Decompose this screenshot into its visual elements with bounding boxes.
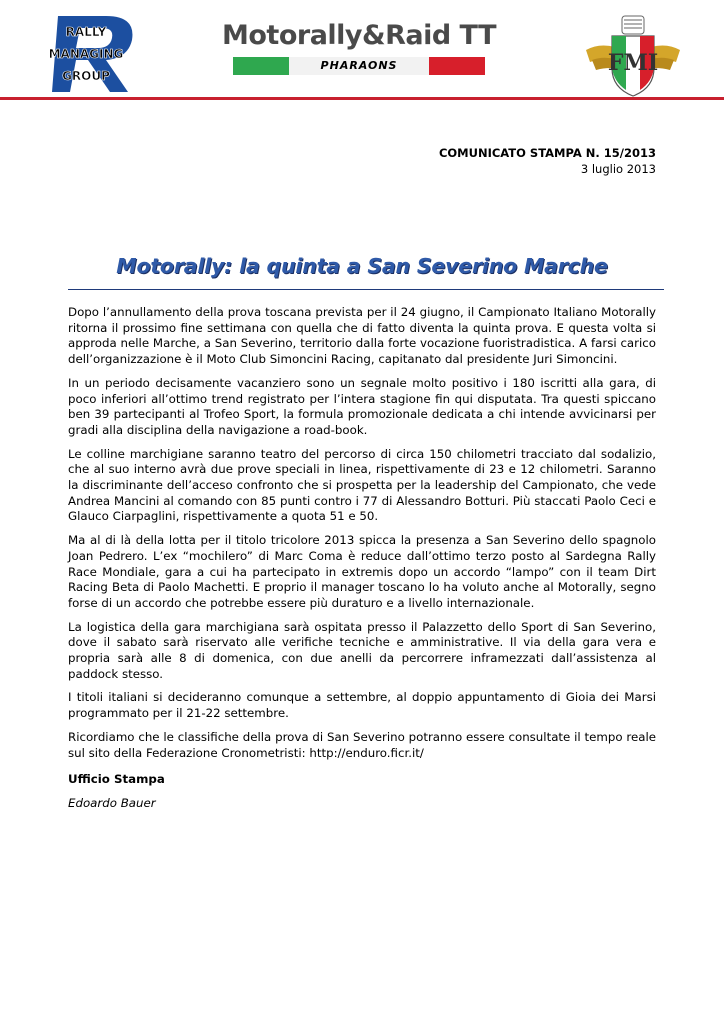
press-release-date: 3 luglio 2013 <box>580 162 656 176</box>
paragraph: I titoli italiani si decideranno comunque a settembre, al doppio appuntamento di Gioia dei Marsi programmato per il 21-22 settembre. <box>68 690 656 721</box>
press-release-number: COMUNICATO STAMPA N. 15/2013 <box>438 146 656 160</box>
paragraph: In un periodo decisamente vacanziero sono un segnale molto positivo i 180 iscritti alla gara, di poco inferiori all’ottimo trend registrato per l’intera stagione fin qui disputata. Tra questi spiccano ben 39 partecipanti al Trofeo Sport, la formula promozionale dedicata a chi intende avvicinarsi per gradi alla disciplina della navigazione a road-book. <box>68 375 656 437</box>
rally-managing-group-logo <box>28 10 146 94</box>
title-underline <box>68 289 664 290</box>
press-office-label: Ufficio Stampa <box>68 772 165 786</box>
paragraph: Le colline marchigiane saranno teatro del percorso di circa 150 chilometri tracciato dal sodalizio, che al suo interno avrà due prove speciali in linea, rispettivamente di 23 e 12 chilometri. Saranno la discriminante dell’acceso confronto che si prospetta per la leadership del Campionato, che vede Andrea Mancini al comando con 85 punti contro i 77 di Alessandro Botturi. Più staccati Paolo Ceci e Glauco Ciarpaglini, rispettivamente a quota 51 e 50. <box>68 446 656 524</box>
brand-title: Motorally&Raid TT <box>222 20 497 51</box>
logo-line-rally: RALLY <box>65 25 107 39</box>
logo-line-group: GROUP <box>62 69 110 83</box>
article-title: Motorally: la quinta a San Severino Marche <box>116 254 608 278</box>
article-body <box>68 305 656 769</box>
signatory-name: Edoardo Bauer <box>68 796 156 810</box>
motorally-brand <box>222 20 496 75</box>
flag-red <box>429 57 485 75</box>
paragraph: Ricordiamo che le classifiche della prova di San Severino potranno essere consultate il tempo reale sul sito della Federazione Cronometristi: http://enduro.ficr.it/ <box>68 729 656 760</box>
tricolore-bar <box>233 57 485 75</box>
fmi-emblem-logo <box>584 10 682 98</box>
sponsor-pharaons: PHARAONS <box>320 59 398 72</box>
letterhead <box>0 0 724 100</box>
svg-text:FMI: FMI <box>607 50 659 76</box>
signature-block <box>68 771 165 811</box>
paragraph: Dopo l’annullamento della prova toscana prevista per il 24 giugno, il Campionato Italiano Motorally ritorna il prossimo fine settimana con quella che di fatto diventa la quinta prova. E questa volta si approda nelle Marche, a San Severino, territorio dalla forte vocazione fuoristradistica. A farsi carico dell’organizzazione è il Moto Club Simoncini Racing, capitanato dal presidente Juri Simoncini. <box>68 305 656 367</box>
press-release-info <box>439 145 656 177</box>
paragraph: Ma al di là della lotta per il titolo tricolore 2013 spicca la presenza a San Severino dello spagnolo Joan Pedrero. L’ex “mochilero” di Marc Coma è reduce dall’ottimo terzo posto al Sardegna Rally Race Mondiale, gara a cui ha partecipato in extremis dopo un accordo “lampo” con il team Dirt Racing Beta di Paolo Machetti. E proprio il manager toscano lo ha voluto anche al Motorally, segno forse di un accordo che potrebbe essere più duraturo e a livello internazionale. <box>68 533 656 610</box>
paragraph: La logistica della gara marchigiana sarà ospitata presso il Palazzetto dello Sport di San Severino, dove il sabato sarà riservato alle verifiche tecniche e amministrative. Il via della gara vera e propria sarà alle 8 di domenica, con due anelli da percorrere inframezzati dall’assistenza al paddock stesso. <box>68 619 656 681</box>
flag-green <box>233 57 289 75</box>
header-red-rule <box>0 97 724 100</box>
logo-line-managing: MANAGING <box>48 47 124 61</box>
